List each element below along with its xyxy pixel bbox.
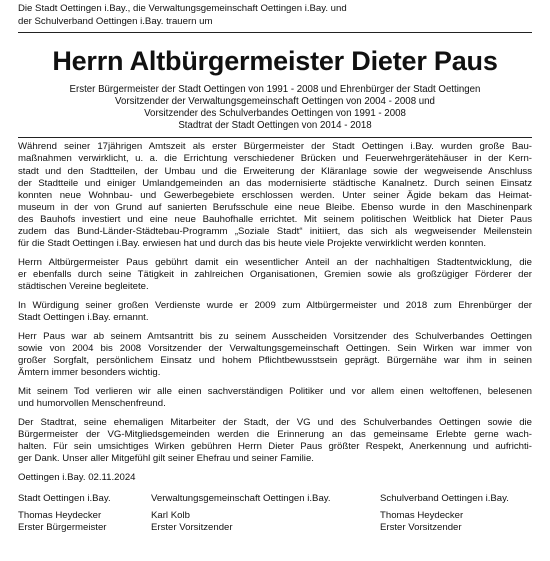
notice-date: Oettingen i.Bay. 02.11.2024 bbox=[18, 471, 136, 483]
signature-person: Thomas Heydecker bbox=[380, 510, 464, 522]
paragraph-line: sowie von 2004 bis 2008 Vorsitzender der Verwaltungsgemeinschaft Oettingen. Sein Wirken war immer von bbox=[18, 343, 532, 355]
office-line: Vorsitzender des Schulverbandes Oettingen von 1991 - 2008 bbox=[144, 108, 406, 120]
paragraph-line: für die Stadt Oettingen i.Bay. erwiesen hat und durch das bis heute viele Projekte verwirklicht werden konnten. bbox=[18, 238, 487, 250]
body-paragraph bbox=[18, 417, 532, 466]
paragraph-line: Stadt Oettingen i.Bay. ernannt. bbox=[18, 312, 149, 324]
signature-block bbox=[18, 493, 532, 541]
paragraph-line: Herr Paus war ab seinem Amtsantritt bis zu seinem Ausscheiden Vorsitzender des Schulverbandes Oettingen bbox=[18, 330, 532, 342]
signature-role: Erster Vorsitzender bbox=[380, 522, 462, 534]
paragraph-line: Bürgermeister der VG-Mitgliedsgemeinden werden die Erinnerung an das gemeinsame Erlebte gerne wach- bbox=[18, 428, 532, 440]
paragraph-line: Ämtern immer besonders wichtig. bbox=[18, 367, 161, 379]
paragraph-line: Der Stadtrat, seine ehemaligen Mitarbeiter der Stadt, der VG und des Schulverbandes Oettingen sowie die bbox=[18, 416, 532, 428]
paragraph-line: und humorvollen Menschenfreund. bbox=[18, 398, 166, 410]
signature-org: Stadt Oettingen i.Bay. bbox=[18, 493, 111, 505]
signature-city bbox=[18, 493, 111, 534]
body-paragraph bbox=[18, 386, 532, 410]
intro-line: Die Stadt Oettingen i.Bay., die Verwaltungsgemeinschaft Oettingen i.Bay. und bbox=[18, 3, 347, 14]
signature-org: Schulverband Oettingen i.Bay. bbox=[380, 493, 509, 505]
intro-text bbox=[18, 3, 532, 28]
body-paragraph bbox=[18, 141, 532, 250]
paragraph-line: In Würdigung seiner großen Verdienste wurde er 2009 zum Altbürgermeister und 2018 zum Ehrenbürger der bbox=[18, 300, 532, 312]
paragraph-line: des Bauhofs investiert und eine neue Bauhofhalle errichtet. Mit seinem politischen Weitblick hat Dieter Paus bbox=[18, 214, 532, 226]
paragraph-line: ger Dank. Unser aller Mitgefühl gilt seiner Ehefrau und seiner Familie. bbox=[18, 453, 314, 465]
paragraph-line: städtischen Vereine begleitete. bbox=[18, 281, 149, 293]
signature-school-association bbox=[380, 493, 509, 534]
offices-list bbox=[18, 84, 532, 132]
signature-person: Karl Kolb bbox=[151, 510, 190, 522]
signature-person: Thomas Heydecker bbox=[18, 510, 102, 522]
paragraph-line: museum in der von Grund auf sanierten Berufsschule eine neue Bleibe. Ebenso wurde in den Maschinenpark bbox=[18, 201, 532, 213]
signature-role: Erster Vorsitzender bbox=[151, 522, 233, 534]
signature-role: Erster Bürgermeister bbox=[18, 522, 107, 534]
office-line: Vorsitzender der Verwaltungsgemeinschaft Oettingen von 2004 - 2008 und bbox=[115, 96, 435, 108]
intro-line: der Schulverband Oettingen i.Bay. trauern um bbox=[18, 15, 213, 27]
signature-vg bbox=[151, 493, 331, 534]
paragraph-line: stadt und den Stadtteilen, der Umbau und die Erweiterung der Kläranlage sowie der wegweisende Anschluss bbox=[18, 165, 532, 177]
obituary-body bbox=[18, 141, 532, 465]
paragraph-line: konnten neue Wohnbau- und Gewerbegebiete erschlossen werden. Unter seiner Ägide bekam das Heimat- bbox=[18, 189, 532, 201]
office-line: Stadtrat der Stadt Oettingen von 2014 - 2018 bbox=[178, 120, 372, 132]
paragraph-line: halten. Für sein umsichtiges Wirken gebühren Herrn Dieter Paus größter Respekt, Anerkennung und aufrichti- bbox=[18, 441, 532, 453]
paragraph-line: Herrn Altbürgermeister Paus gebührt damit ein wesentlicher Anteil an der nachhaltigen Stadtentwicklung, die bbox=[18, 257, 532, 269]
paragraph-line: zudem das Bund-Länder-Städtebau-Programm „Soziale Stadt“ initiiert, das sich als wegweisender Meilenstein bbox=[18, 226, 532, 238]
body-paragraph bbox=[18, 331, 532, 380]
paragraph-line: maßnahmen verwirklicht, u. a. die Errichtung verschiedener Brücken und Feuerwehrgerätehäuser in der Kern- bbox=[18, 153, 532, 165]
paragraph-line: Während seiner 17jährigen Amtszeit als erster Bürgermeister der Stadt Oettingen i.Bay. wurden große Bau- bbox=[18, 141, 532, 153]
middle-divider bbox=[18, 137, 532, 138]
paragraph-line: Mit seinem Tod verlieren wir alle einen sachverständigen Politiker und vor allem einen weltoffenen, belesenen bbox=[18, 386, 532, 397]
paragraph-line: großer Sorgfalt, persönlichem Einsatz und hohem Pflichtbewusstsein geprägt. Bürgernähe war ihm in seinen bbox=[18, 355, 532, 367]
top-divider bbox=[18, 32, 532, 33]
paragraph-line: der Stadtteile und einiger Umlandgemeinden an das modernisierte städtische Kanalnetz. Durch seinen Einsatz bbox=[18, 177, 532, 189]
deceased-name: Herrn Altbürgermeister Dieter Paus bbox=[52, 46, 498, 77]
paragraph-line: er ebenfalls durch seine Tätigkeit in zahlreichen Organisationen, Gremien sowie als großzügiger Förderer der bbox=[18, 269, 532, 281]
body-paragraph bbox=[18, 300, 532, 324]
office-line: Erster Bürgermeister der Stadt Oettingen von 1991 - 2008 und Ehrenbürger der Stadt Oettingen bbox=[69, 84, 481, 96]
signature-org: Verwaltungsgemeinschaft Oettingen i.Bay. bbox=[151, 493, 331, 505]
body-paragraph bbox=[18, 257, 532, 293]
